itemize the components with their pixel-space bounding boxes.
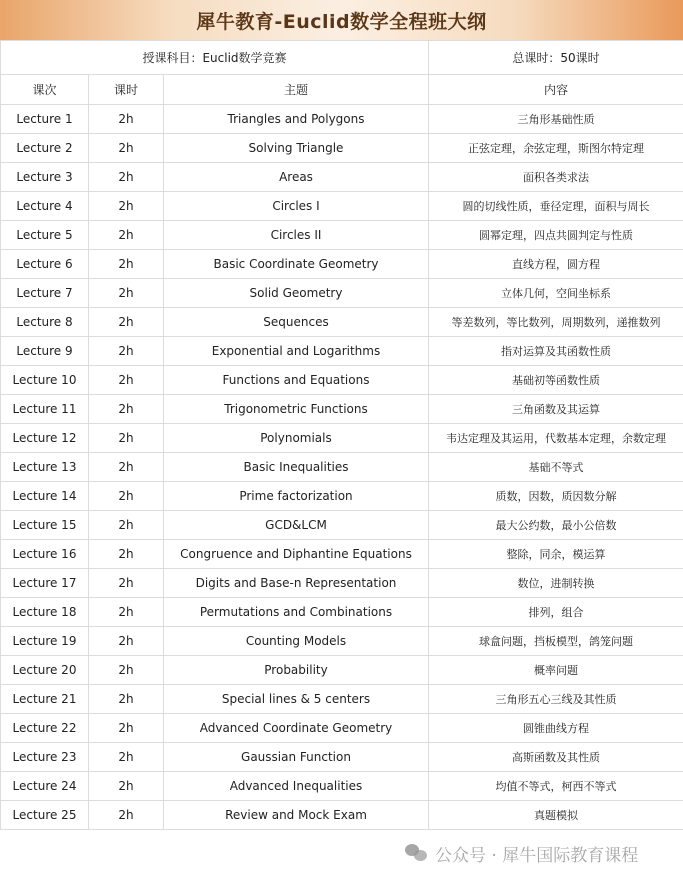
watermark bbox=[405, 840, 638, 866]
table-row bbox=[1, 192, 683, 221]
table-row bbox=[1, 540, 683, 569]
cell-topic: Advanced Inequalities bbox=[164, 772, 429, 801]
table-row bbox=[1, 801, 683, 830]
cell-topic: Circles II bbox=[164, 221, 429, 250]
table-row bbox=[1, 627, 683, 656]
cell-content: 球盒问题，挡板模型，鸽笼问题 bbox=[429, 627, 683, 656]
cell-content: 概率问题 bbox=[429, 656, 683, 685]
cell-content: 面积各类求法 bbox=[429, 163, 683, 192]
cell-hours: 2h bbox=[89, 395, 164, 424]
cell-content: 整除，同余，模运算 bbox=[429, 540, 683, 569]
table-row bbox=[1, 656, 683, 685]
cell-lecture: Lecture 11 bbox=[1, 395, 89, 424]
cell-hours: 2h bbox=[89, 105, 164, 134]
cell-lecture: Lecture 5 bbox=[1, 221, 89, 250]
cell-lecture: Lecture 15 bbox=[1, 511, 89, 540]
table-row bbox=[1, 511, 683, 540]
cell-lecture: Lecture 21 bbox=[1, 685, 89, 714]
cell-content: 韦达定理及其运用，代数基本定理，余数定理 bbox=[429, 424, 683, 453]
cell-lecture: Lecture 16 bbox=[1, 540, 89, 569]
table-row bbox=[1, 250, 683, 279]
info-row bbox=[1, 41, 683, 75]
cell-content: 三角形基础性质 bbox=[429, 105, 683, 134]
table-row bbox=[1, 337, 683, 366]
cell-hours: 2h bbox=[89, 772, 164, 801]
cell-content: 真题模拟 bbox=[429, 801, 683, 830]
cell-content: 立体几何，空间坐标系 bbox=[429, 279, 683, 308]
table-row bbox=[1, 453, 683, 482]
cell-topic: Circles I bbox=[164, 192, 429, 221]
cell-topic: Triangles and Polygons bbox=[164, 105, 429, 134]
cell-hours: 2h bbox=[89, 801, 164, 830]
table-row bbox=[1, 134, 683, 163]
cell-lecture: Lecture 25 bbox=[1, 801, 89, 830]
cell-hours: 2h bbox=[89, 366, 164, 395]
cell-topic: Probability bbox=[164, 656, 429, 685]
cell-content: 基础不等式 bbox=[429, 453, 683, 482]
cell-topic: Basic Coordinate Geometry bbox=[164, 250, 429, 279]
cell-lecture: Lecture 20 bbox=[1, 656, 89, 685]
cell-hours: 2h bbox=[89, 627, 164, 656]
header-hours: 课时 bbox=[89, 75, 164, 105]
cell-topic: Permutations and Combinations bbox=[164, 598, 429, 627]
cell-topic: GCD&LCM bbox=[164, 511, 429, 540]
title-banner bbox=[0, 0, 683, 40]
cell-content: 直线方程，圆方程 bbox=[429, 250, 683, 279]
table-row bbox=[1, 569, 683, 598]
cell-lecture: Lecture 12 bbox=[1, 424, 89, 453]
cell-topic: Prime factorization bbox=[164, 482, 429, 511]
cell-hours: 2h bbox=[89, 598, 164, 627]
table-row bbox=[1, 366, 683, 395]
cell-lecture: Lecture 22 bbox=[1, 714, 89, 743]
cell-lecture: Lecture 10 bbox=[1, 366, 89, 395]
cell-topic: Congruence and Diphantine Equations bbox=[164, 540, 429, 569]
cell-hours: 2h bbox=[89, 279, 164, 308]
cell-content: 圆的切线性质，垂径定理，面积与周长 bbox=[429, 192, 683, 221]
table-row bbox=[1, 482, 683, 511]
table-row bbox=[1, 743, 683, 772]
cell-hours: 2h bbox=[89, 192, 164, 221]
cell-content: 高斯函数及其性质 bbox=[429, 743, 683, 772]
cell-topic: Digits and Base-n Representation bbox=[164, 569, 429, 598]
cell-content: 均值不等式，柯西不等式 bbox=[429, 772, 683, 801]
table-row bbox=[1, 163, 683, 192]
cell-content: 等差数列，等比数列，周期数列，递推数列 bbox=[429, 308, 683, 337]
table-row bbox=[1, 685, 683, 714]
cell-lecture: Lecture 17 bbox=[1, 569, 89, 598]
table-row bbox=[1, 308, 683, 337]
cell-hours: 2h bbox=[89, 250, 164, 279]
cell-lecture: Lecture 18 bbox=[1, 598, 89, 627]
cell-topic: Review and Mock Exam bbox=[164, 801, 429, 830]
cell-topic: Areas bbox=[164, 163, 429, 192]
cell-topic: Solid Geometry bbox=[164, 279, 429, 308]
page-title: 犀牛教育-Euclid数学全程班大纲 bbox=[196, 10, 487, 33]
cell-content: 三角函数及其运算 bbox=[429, 395, 683, 424]
cell-hours: 2h bbox=[89, 134, 164, 163]
cell-topic: Advanced Coordinate Geometry bbox=[164, 714, 429, 743]
cell-topic: Solving Triangle bbox=[164, 134, 429, 163]
cell-content: 圆锥曲线方程 bbox=[429, 714, 683, 743]
cell-hours: 2h bbox=[89, 569, 164, 598]
header-content: 内容 bbox=[429, 75, 683, 105]
cell-lecture: Lecture 7 bbox=[1, 279, 89, 308]
total-hours-cell: 总课时：50课时 bbox=[429, 41, 683, 75]
table-row bbox=[1, 598, 683, 627]
cell-topic: Exponential and Logarithms bbox=[164, 337, 429, 366]
cell-hours: 2h bbox=[89, 540, 164, 569]
cell-hours: 2h bbox=[89, 453, 164, 482]
cell-hours: 2h bbox=[89, 656, 164, 685]
cell-topic: Basic Inequalities bbox=[164, 453, 429, 482]
cell-topic: Functions and Equations bbox=[164, 366, 429, 395]
table-row bbox=[1, 105, 683, 134]
header-lecture: 课次 bbox=[1, 75, 89, 105]
cell-content: 指对运算及其函数性质 bbox=[429, 337, 683, 366]
cell-hours: 2h bbox=[89, 221, 164, 250]
cell-topic: Gaussian Function bbox=[164, 743, 429, 772]
cell-lecture: Lecture 13 bbox=[1, 453, 89, 482]
cell-lecture: Lecture 14 bbox=[1, 482, 89, 511]
cell-lecture: Lecture 1 bbox=[1, 105, 89, 134]
cell-hours: 2h bbox=[89, 424, 164, 453]
cell-hours: 2h bbox=[89, 308, 164, 337]
table-row bbox=[1, 772, 683, 801]
cell-hours: 2h bbox=[89, 685, 164, 714]
cell-content: 排列，组合 bbox=[429, 598, 683, 627]
header-topic: 主题 bbox=[164, 75, 429, 105]
cell-lecture: Lecture 24 bbox=[1, 772, 89, 801]
cell-lecture: Lecture 9 bbox=[1, 337, 89, 366]
cell-lecture: Lecture 23 bbox=[1, 743, 89, 772]
cell-topic: Trigonometric Functions bbox=[164, 395, 429, 424]
cell-hours: 2h bbox=[89, 482, 164, 511]
cell-lecture: Lecture 8 bbox=[1, 308, 89, 337]
cell-hours: 2h bbox=[89, 163, 164, 192]
table-row bbox=[1, 221, 683, 250]
cell-lecture: Lecture 3 bbox=[1, 163, 89, 192]
table-row bbox=[1, 395, 683, 424]
cell-hours: 2h bbox=[89, 743, 164, 772]
syllabus-table bbox=[0, 40, 683, 830]
cell-hours: 2h bbox=[89, 337, 164, 366]
cell-topic: Sequences bbox=[164, 308, 429, 337]
cell-lecture: Lecture 4 bbox=[1, 192, 89, 221]
cell-hours: 2h bbox=[89, 511, 164, 540]
cell-content: 数位，进制转换 bbox=[429, 569, 683, 598]
cell-hours: 2h bbox=[89, 714, 164, 743]
cell-content: 最大公约数，最小公倍数 bbox=[429, 511, 683, 540]
cell-topic: Special lines & 5 centers bbox=[164, 685, 429, 714]
table-row bbox=[1, 279, 683, 308]
header-row bbox=[1, 75, 683, 105]
subject-cell: 授课科目：Euclid数学竞赛 bbox=[1, 41, 429, 75]
cell-lecture: Lecture 2 bbox=[1, 134, 89, 163]
wechat-icon bbox=[405, 844, 427, 862]
cell-content: 圆幂定理，四点共圆判定与性质 bbox=[429, 221, 683, 250]
table-row bbox=[1, 424, 683, 453]
cell-content: 质数，因数，质因数分解 bbox=[429, 482, 683, 511]
cell-content: 三角形五心三线及其性质 bbox=[429, 685, 683, 714]
cell-topic: Counting Models bbox=[164, 627, 429, 656]
cell-lecture: Lecture 19 bbox=[1, 627, 89, 656]
cell-content: 正弦定理，余弦定理，斯图尔特定理 bbox=[429, 134, 683, 163]
watermark-text: 公众号 · 犀牛国际教育课程 bbox=[435, 845, 639, 866]
cell-topic: Polynomials bbox=[164, 424, 429, 453]
cell-lecture: Lecture 6 bbox=[1, 250, 89, 279]
table-row bbox=[1, 714, 683, 743]
cell-content: 基础初等函数性质 bbox=[429, 366, 683, 395]
